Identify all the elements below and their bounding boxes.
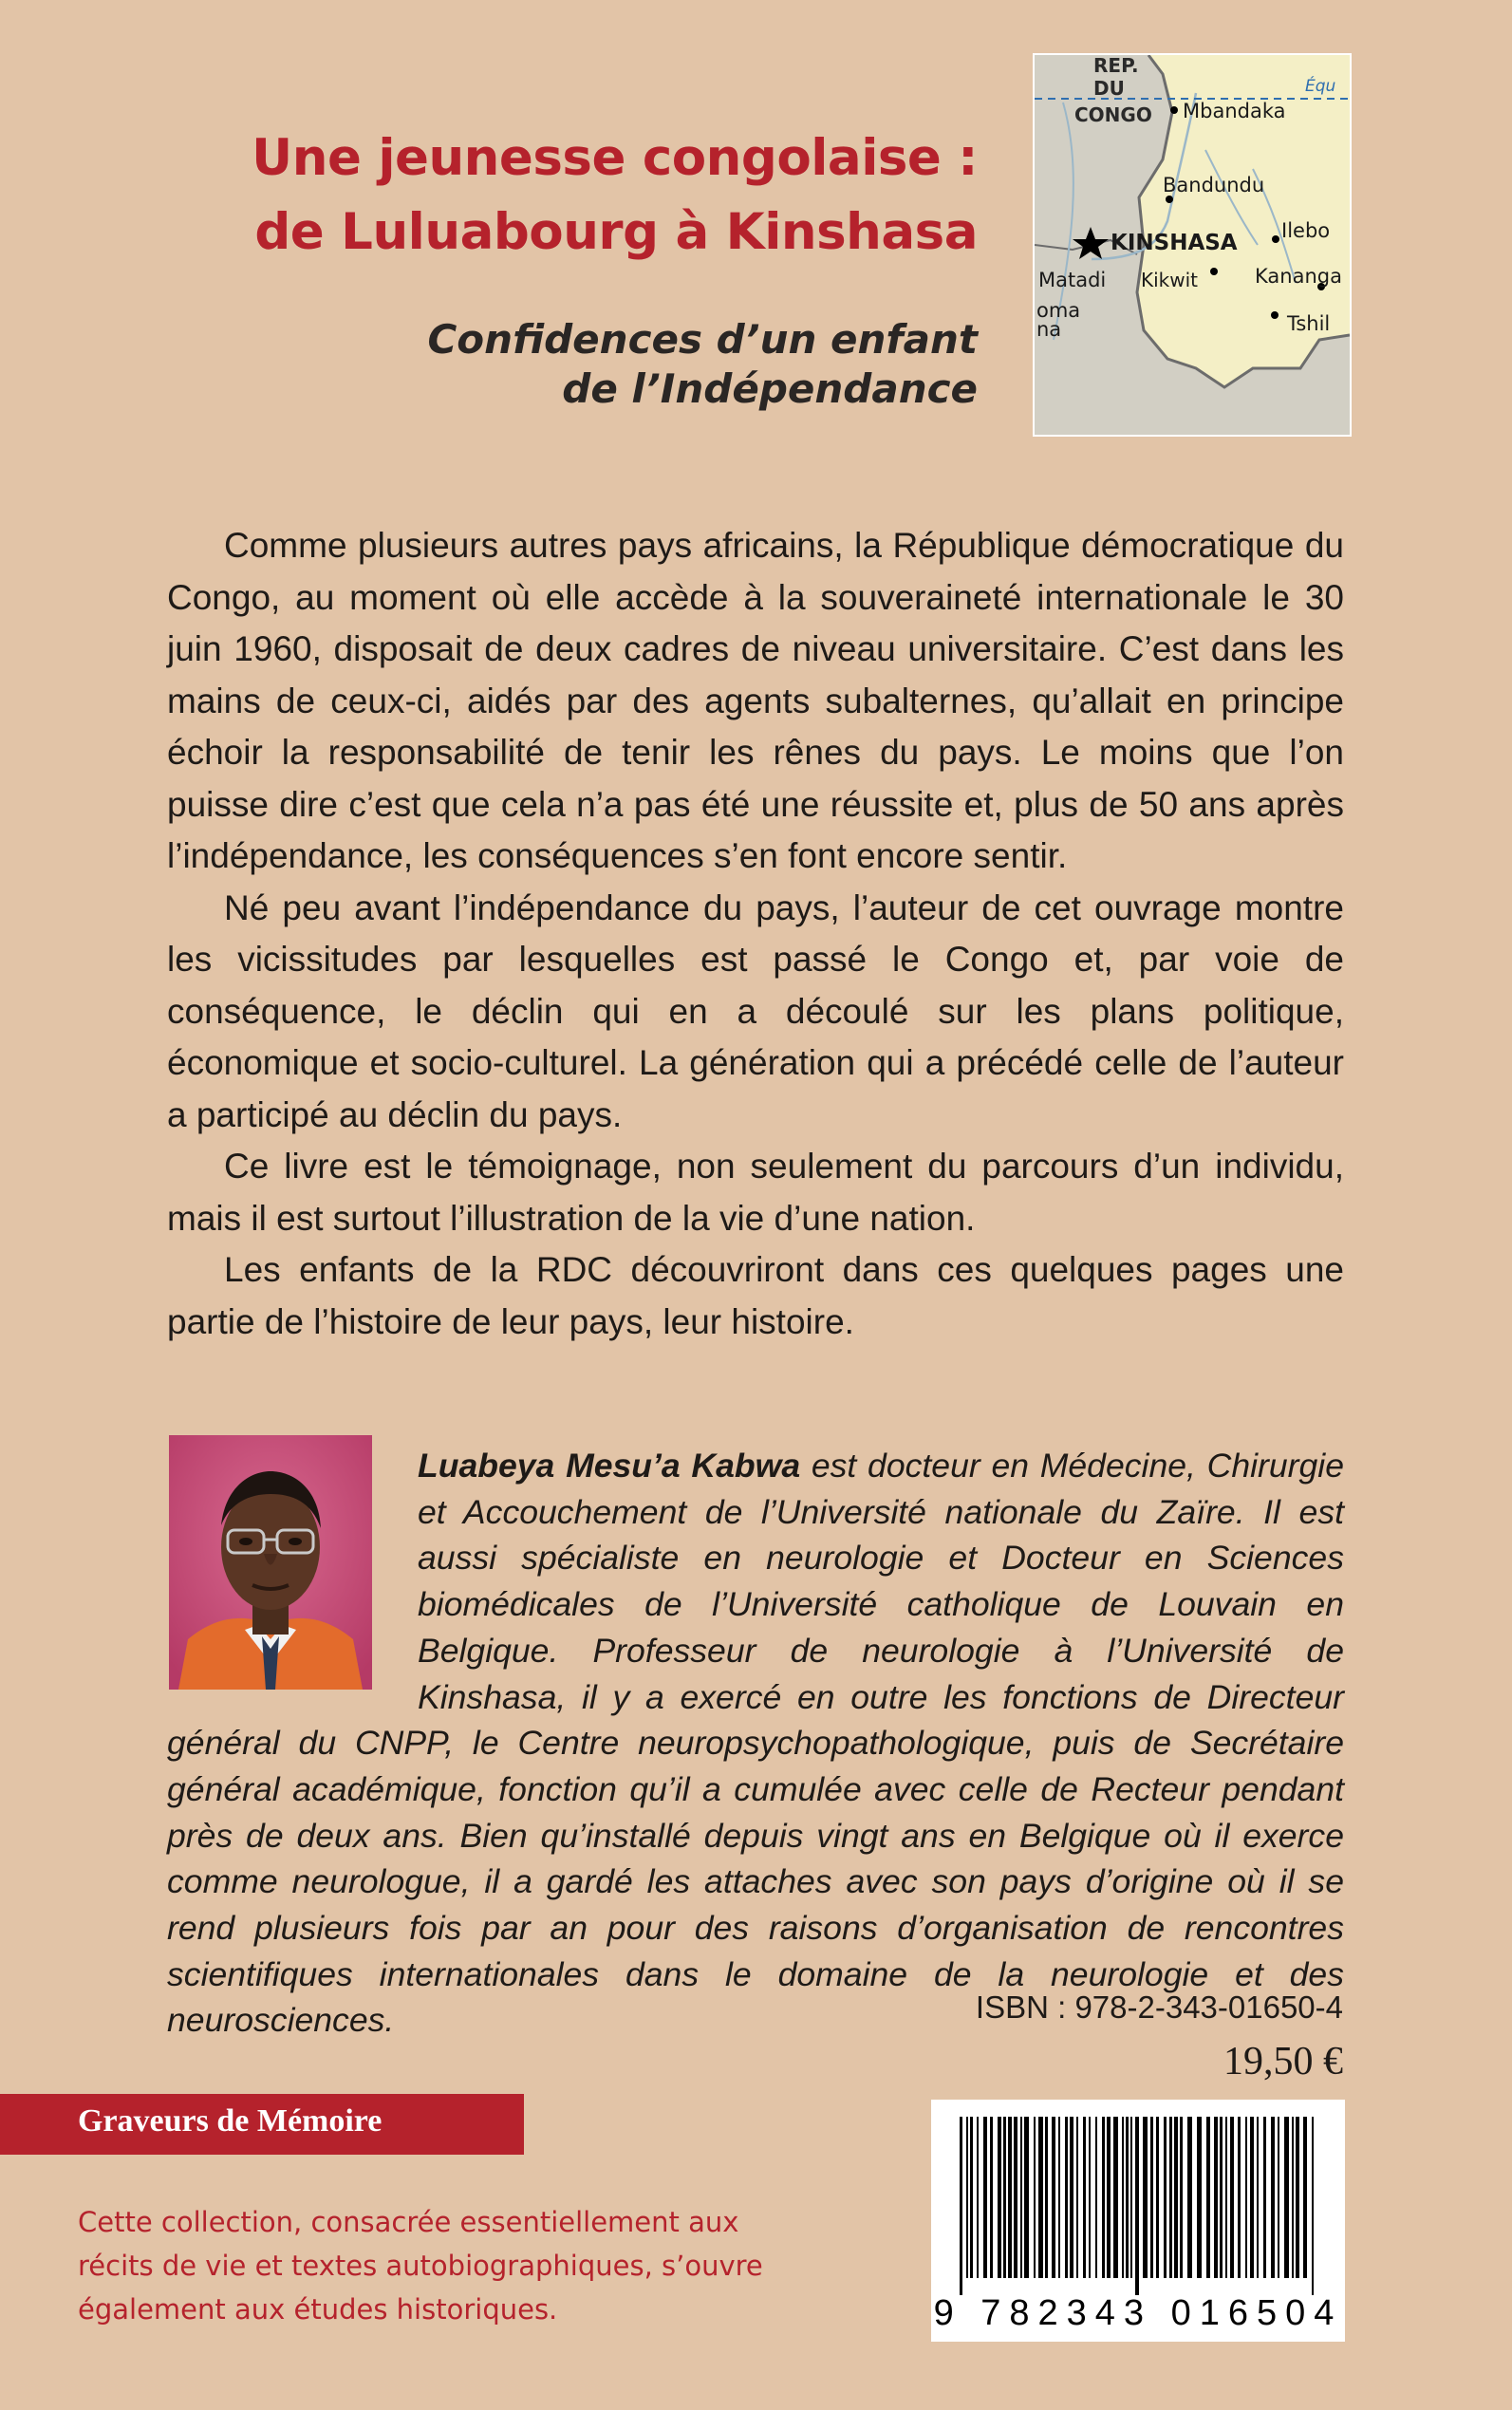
barcode-bar bbox=[1263, 2117, 1266, 2278]
back-cover-summary bbox=[167, 520, 1344, 1348]
book-subtitle bbox=[427, 315, 978, 414]
map-label-equator: Équ bbox=[1305, 77, 1336, 96]
barcode-bar bbox=[1070, 2117, 1073, 2278]
barcode-bar bbox=[966, 2117, 968, 2278]
barcode-bar bbox=[990, 2117, 993, 2278]
barcode-bar bbox=[1187, 2117, 1192, 2278]
barcode-bar bbox=[1122, 2117, 1124, 2278]
barcode-bar bbox=[1130, 2117, 1132, 2278]
barcode-bar bbox=[970, 2117, 973, 2278]
map-label-kinshasa: KINSHASA bbox=[1111, 231, 1238, 255]
barcode bbox=[931, 2100, 1345, 2342]
barcode-bar bbox=[1197, 2117, 1202, 2278]
map-label-ilebo: Ilebo bbox=[1281, 219, 1331, 242]
barcode-bar bbox=[1169, 2117, 1172, 2278]
barcode-bar bbox=[1038, 2117, 1043, 2278]
barcode-digits: 9 782343 016504 bbox=[933, 2293, 1343, 2333]
barcode-bar bbox=[960, 2117, 962, 2295]
summary-paragraph-4: Les enfants de la RDC découvriront dans ces quelques pages une partie de l’histoire de leur pays, leur histoire. bbox=[167, 1250, 1344, 1341]
barcode-bar bbox=[1156, 2117, 1159, 2278]
barcode-bar bbox=[1126, 2117, 1129, 2278]
book-title-line-1: Une jeunesse congolaise : bbox=[252, 129, 978, 187]
author-bio bbox=[167, 1443, 1344, 2044]
barcode-bar bbox=[1089, 2117, 1091, 2278]
book-subtitle-line-2: de l’Indépendance bbox=[562, 365, 978, 412]
barcode-bar bbox=[1220, 2117, 1223, 2278]
barcode-bar bbox=[1113, 2117, 1118, 2278]
summary-paragraph-1: Comme plusieurs autres pays africains, la République démocratique du Congo, au moment où elle accède à la souveraineté internationale le 30 juin 1960, disposait de deux cadres de niveau universitaire. C’est dans les mains de ceux-ci, aidés par des agents subalternes, qu’allait en principe échoir la responsabilité de tenir les rênes du pays. Le moins que l’on puisse dire c’est que cela n’a pas été une réussite et, plus de 50 ans après l’indépendance, les conséquences s’en font encore sentir. bbox=[167, 526, 1344, 875]
barcode-bar bbox=[983, 2117, 987, 2278]
barcode-bar bbox=[1058, 2117, 1060, 2278]
price: 19,50 € bbox=[1223, 2040, 1343, 2083]
book-title-line-2: de Luluabourg à Kinshasa bbox=[254, 203, 978, 261]
barcode-bar bbox=[1174, 2117, 1178, 2278]
barcode-bar bbox=[1292, 2117, 1294, 2278]
barcode-bar bbox=[1014, 2117, 1017, 2278]
map-label-matadi: Matadi bbox=[1038, 269, 1107, 291]
barcode-bar bbox=[1003, 2117, 1006, 2278]
summary-paragraph-3: Ce livre est le témoignage, non seulement du parcours d’un individu, mais il est surtout l’illustration de la vie d’une nation. bbox=[167, 1147, 1344, 1238]
barcode-bar bbox=[1303, 2117, 1307, 2278]
barcode-bar bbox=[977, 2117, 979, 2278]
collection-banner bbox=[0, 2094, 524, 2155]
barcode-bar bbox=[1271, 2117, 1275, 2278]
portrait-spacer bbox=[167, 1443, 418, 1714]
barcode-bar bbox=[1284, 2117, 1289, 2278]
map-label-congo: CONGO bbox=[1074, 103, 1152, 126]
congo-map-graphic bbox=[1035, 55, 1350, 435]
barcode-bar bbox=[1107, 2117, 1111, 2278]
map-label-rep: REP. bbox=[1093, 55, 1139, 77]
barcode-bar bbox=[1296, 2117, 1299, 2278]
map-label-tshikapa: Tshil bbox=[1287, 312, 1331, 335]
barcode-bar bbox=[1008, 2117, 1012, 2278]
author-name: Luabeya Mesu’a Kabwa bbox=[418, 1447, 801, 1485]
barcode-bar bbox=[1143, 2117, 1148, 2278]
barcode-bar bbox=[1052, 2117, 1055, 2278]
isbn: ISBN : 978-2-343-01650-4 bbox=[975, 1990, 1343, 2025]
barcode-bar bbox=[1250, 2117, 1254, 2278]
author-bio-body: est docteur en Médecine, Chirurgie et Accouchement de l’Université nationale du Zaïre. Il est aussi spécialiste en neurologie et Docteur en Sciences biomédicales de l’Université catholique de Louvain en Belgique. Professeur de neurologie à l’Université de Kinshasa, il y a exercé en outre les fonctions de Directeur général du CNPP, le Centre neuropsychopathologique, puis de Secrétaire général académique, fonction qu’il a cumulée avec celle de Recteur pendant près de deux ans. Bien qu’installé depuis vingt ans en Belgique où il exerce comme neurologue, il a gardé les attaches avec son pays d’origine où il se rend plusieurs fois par an pour des raisons d’organisation de rencontres scientifiques internationales dans le domaine de la neurologie et des neurosciences. bbox=[167, 1447, 1344, 2040]
barcode-bar bbox=[1045, 2117, 1048, 2278]
barcode-bar bbox=[1034, 2117, 1036, 2278]
map-label-boma: oma bbox=[1036, 299, 1081, 322]
book-title bbox=[252, 121, 978, 270]
collection-description: Cette collection, consacrée essentiellement aux récits de vie et textes autobiographiques, s’ouvre également aux études historiques. bbox=[78, 2206, 763, 2326]
barcode-bar bbox=[1065, 2117, 1068, 2278]
barcode-bar bbox=[1020, 2117, 1022, 2278]
barcode-bar bbox=[1230, 2117, 1234, 2278]
barcode-bar bbox=[1238, 2117, 1241, 2278]
barcode-bar bbox=[1102, 2117, 1105, 2278]
barcode-bar bbox=[1024, 2117, 1029, 2278]
book-subtitle-line-1: Confidences d’un enfant bbox=[427, 316, 978, 363]
map-label-du: DU bbox=[1093, 77, 1125, 100]
barcode-bar bbox=[1083, 2117, 1086, 2278]
barcode-bar bbox=[1214, 2117, 1218, 2278]
barcode-bar bbox=[1257, 2117, 1259, 2278]
barcode-bar bbox=[1206, 2117, 1210, 2278]
barcode-bar bbox=[1245, 2117, 1247, 2278]
map-label-bandundu: Bandundu bbox=[1163, 174, 1265, 196]
map-label-na: na bbox=[1036, 318, 1062, 341]
barcode-bars bbox=[931, 2100, 1345, 2299]
barcode-bar bbox=[1164, 2117, 1167, 2278]
barcode-bar bbox=[1180, 2117, 1183, 2278]
map-label-kikwit: Kikwit bbox=[1141, 269, 1199, 291]
barcode-bar bbox=[1150, 2117, 1153, 2278]
barcode-bar bbox=[1076, 2117, 1078, 2278]
barcode-bar bbox=[1312, 2117, 1314, 2295]
summary-paragraph-2: Né peu avant l’indépendance du pays, l’auteur de cet ouvrage montre les vicissitudes par lesquelles est passé le Congo et, par voie de conséquence, le déclin qui en a découlé sur les plans politique, économique et socio-culturel. La génération qui a précédé celle de l’auteur a participé au déclin du pays. bbox=[167, 887, 1344, 1134]
map-label-mbandaka: Mbandaka bbox=[1183, 100, 1286, 122]
map-label-kananga: Kananga bbox=[1255, 265, 1342, 288]
barcode-bar bbox=[1225, 2117, 1227, 2278]
barcode-bar bbox=[998, 2117, 1001, 2278]
collection-name: Graveurs de Mémoire bbox=[78, 2103, 383, 2139]
barcode-bar bbox=[1095, 2117, 1097, 2278]
congo-map bbox=[1033, 53, 1352, 437]
barcode-bar bbox=[1135, 2117, 1139, 2295]
barcode-bar bbox=[1278, 2117, 1279, 2278]
